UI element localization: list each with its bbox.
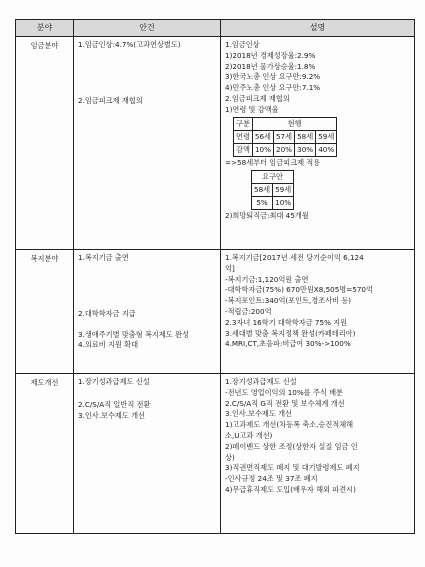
header-agenda: 안건 xyxy=(74,20,221,37)
desc-line: 2.3자녀 16학기 대학학자금 75% 지원 xyxy=(225,317,348,327)
wage-category: 임금분야 xyxy=(16,37,74,250)
desc-line: -전년도 영업이익의 10%를 주식 배분 xyxy=(225,387,343,397)
wage-row xyxy=(16,37,415,250)
wage-items xyxy=(74,37,221,250)
desc-line: 2)페이밴드 상한 조정(상한자 실질 임금 인 xyxy=(225,441,358,451)
list-item: 1.복지기금 출연 xyxy=(78,253,129,262)
list-item: 4.의료비 지원 확대 xyxy=(78,340,139,350)
desc-line: -인사규정 24조 및 37조 폐지 xyxy=(225,474,318,484)
system-row xyxy=(16,374,415,534)
desc-line: 2.임금피크제 재협의 xyxy=(225,93,290,103)
desc-line: 1.복지기금[2017년 세전 당기순이익 6,124 xyxy=(225,253,364,262)
welfare-row xyxy=(16,250,415,374)
table-cell: 감액 xyxy=(234,143,253,156)
welfare-category: 복지분야 xyxy=(16,250,74,374)
desc-line: 3.세대별 맞춤 복지정책 완성(카페테리아) xyxy=(225,328,356,338)
header-category: 분야 xyxy=(16,20,74,37)
desc-line: 2)희망퇴직금:최대 45개월 xyxy=(225,210,309,220)
desc-line: =>58세부터 임금피크제 적용 xyxy=(225,157,321,167)
system-description xyxy=(221,374,415,534)
table-cell: 59세 xyxy=(273,183,294,196)
table-cell: 40% xyxy=(316,143,337,156)
table-cell: 10% xyxy=(273,196,294,209)
wage-description xyxy=(221,37,415,250)
desc-line: 4)민주노총 인상 요구안:7.1% xyxy=(225,83,321,93)
table-cell: 10% xyxy=(252,143,273,156)
desc-line: 3)한국노총 인상 요구안:9.2% xyxy=(225,72,321,82)
desc-line: 1.임금인상 xyxy=(225,40,260,49)
agenda-table xyxy=(15,19,415,534)
table-cell: 현행 xyxy=(252,117,336,130)
list-item: 3.인사.보수제도 개선 xyxy=(78,410,145,420)
desc-line: -복지기금:1,120억원 출연 xyxy=(225,274,309,284)
list-item: 2.C/S/A직 일반직 전환 xyxy=(78,399,151,409)
list-item: 3.생애주기별 맞춤형 복지제도 완성 xyxy=(78,329,189,339)
desc-line: -복지포인트:340억(포인트,경조사비 등) xyxy=(225,296,352,306)
proposal-rate-table xyxy=(251,170,294,210)
desc-line: 3)직권면직제도 폐지 및 대기발령제도 폐지 xyxy=(225,463,360,473)
table-cell: 58세 xyxy=(295,130,316,143)
table-cell: 5% xyxy=(252,196,273,209)
list-item: 2.대학학자금 지급 xyxy=(78,308,136,318)
desc-line: 4)무급휴직제도 도입(배우자 해외 파견시) xyxy=(225,484,356,494)
table-cell: 59세 xyxy=(316,130,337,143)
desc-line: 1.장기성과급제도 신설 xyxy=(225,377,297,386)
desc-line: 2)2018년 물가상승율:1.8% xyxy=(225,61,316,71)
table-cell: 요구안 xyxy=(252,170,294,183)
table-cell: 20% xyxy=(273,143,294,156)
list-item: 1.장기성과급제도 신설 xyxy=(78,377,150,386)
welfare-items xyxy=(74,250,221,374)
header-row xyxy=(16,20,415,37)
table-cell: 58세 xyxy=(252,183,273,196)
desc-line: -적립금:200억 xyxy=(225,306,272,316)
desc-line: 3.인사.보수제도 개선 xyxy=(225,409,292,419)
welfare-description xyxy=(221,250,415,374)
table-cell: 구분 xyxy=(234,117,253,130)
desc-line: 억] xyxy=(225,263,235,273)
system-items xyxy=(74,374,221,534)
desc-line: 1)연령 및 감액율 xyxy=(225,104,279,114)
desc-line: 소,U고과 개선) xyxy=(225,430,273,440)
header-description: 설명 xyxy=(221,20,415,37)
desc-line: 4.MRI,CT,초음파:비급여 30%->100% xyxy=(225,339,351,349)
desc-line: 1)2018년 경제성장율:2.9% xyxy=(225,50,316,60)
table-cell: 57세 xyxy=(273,130,294,143)
current-rate-table xyxy=(233,117,337,157)
desc-line: -대학학자금(75%) 670만원X8,505명=570억 xyxy=(225,285,373,295)
desc-line: 2.C/S/A직 G직 전환 및 보수체계 개선 xyxy=(225,398,345,408)
table-cell: 56세 xyxy=(252,130,273,143)
list-item: 2.임금피크제 재협의 xyxy=(78,95,143,105)
system-category: 제도개선 xyxy=(16,374,74,534)
table-cell: 30% xyxy=(295,143,316,156)
list-item: 1.임금인상:4.7%(고과연상별도) xyxy=(78,40,181,49)
desc-line: 1)고과제도 개선(차등폭 축소,승진적체해 xyxy=(225,420,354,430)
desc-line: 상) xyxy=(225,452,235,462)
table-cell: 연령 xyxy=(234,130,253,143)
